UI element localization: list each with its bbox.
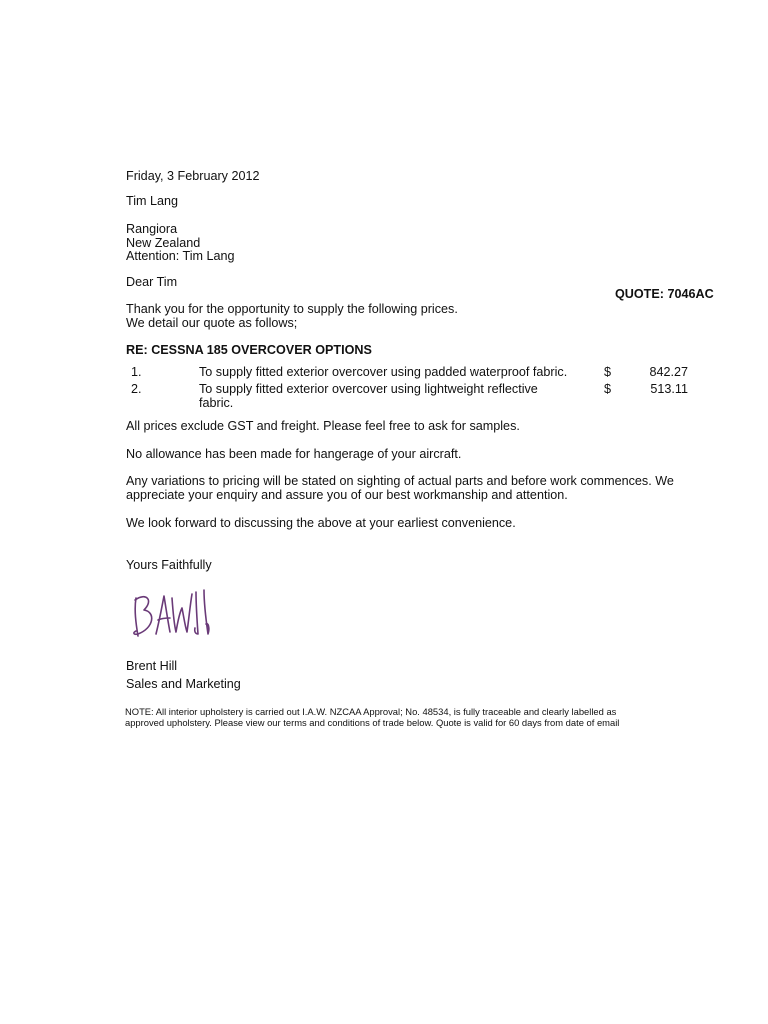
closing-paragraph: We look forward to discussing the above at your earliest convenience.: [126, 516, 516, 530]
item-description: To supply fitted exterior overcover using padded waterproof fabric.: [199, 365, 568, 379]
note-line-1: NOTE: All interior upholstery is carried out I.A.W. NZCAA Approval; No. 48534, is fully traceable and clearly labelled as: [125, 706, 617, 717]
item-description-line-1: To supply fitted exterior overcover using lightweight reflective: [199, 382, 538, 396]
item-amount: 842.27: [649, 365, 688, 379]
hangerage-paragraph: No allowance has been made for hangerage of your aircraft.: [126, 447, 462, 461]
upholstery-note: [125, 707, 705, 728]
letter-date: Friday, 3 February 2012: [126, 169, 260, 183]
variations-paragraph-line-2: appreciate your enquiry and assure you of our best workmanship and attention.: [126, 488, 568, 502]
item-currency: $: [604, 365, 612, 379]
item-description-line-2: fabric.: [199, 396, 234, 410]
recipient-name: Tim Lang: [126, 194, 179, 208]
item-amount: 513.11: [650, 382, 688, 396]
handwritten-signature: [126, 588, 216, 647]
intro-line-2: We detail our quote as follows;: [126, 316, 298, 330]
subject-line: RE: CESSNA 185 OVERCOVER OPTIONS: [126, 343, 372, 357]
sign-off: Yours Faithfully: [126, 558, 212, 572]
signer-title: Sales and Marketing: [126, 677, 241, 691]
item-number: 2.: [131, 382, 142, 396]
address-line-1: Rangiora: [126, 222, 178, 236]
item-number: 1.: [131, 365, 142, 379]
attention-line: Attention: Tim Lang: [126, 249, 235, 263]
address-line-2: New Zealand: [126, 236, 201, 250]
intro-line-1: Thank you for the opportunity to supply the following prices.: [126, 302, 458, 316]
signer-name: Brent Hill: [126, 659, 178, 673]
item-currency: $: [604, 382, 612, 396]
gst-paragraph: All prices exclude GST and freight. Please feel free to ask for samples.: [126, 419, 520, 433]
note-line-2: approved upholstery. Please view our terms and conditions of trade below. Quote is valid for 60 days from date of email: [125, 716, 620, 728]
quote-reference: QUOTE: 7046AC: [615, 287, 714, 301]
salutation: Dear Tim: [126, 275, 178, 289]
variations-paragraph-line-1: Any variations to pricing will be stated on sighting of actual parts and before work commences. We: [126, 474, 674, 488]
